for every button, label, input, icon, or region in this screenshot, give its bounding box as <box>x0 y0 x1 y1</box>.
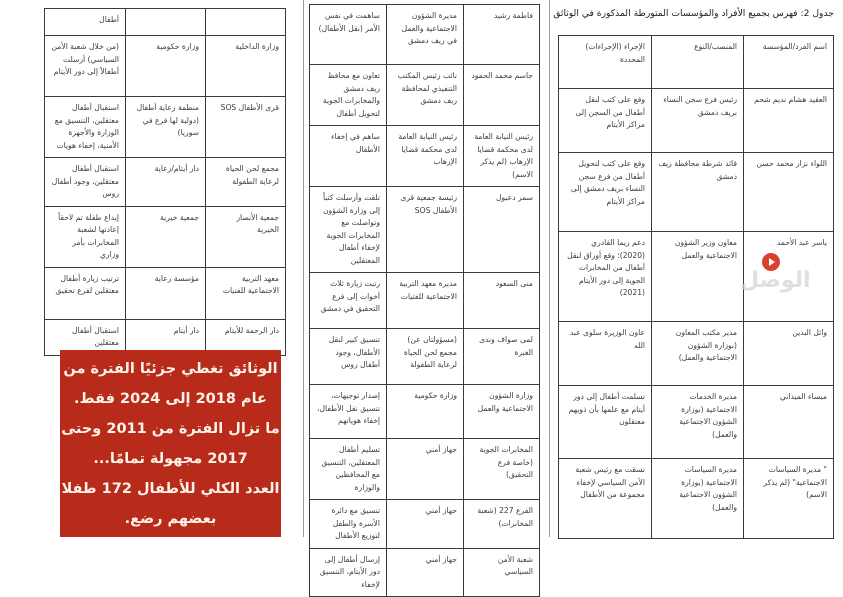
middle-page <box>303 0 547 589</box>
table-row <box>310 500 540 549</box>
table-cell: معهد التربية الاجتماعية للفتيات <box>206 267 286 319</box>
table-cell: وقع على كتب لنقل أطفال من السجن إلى مراكز الأيتام <box>559 89 652 153</box>
table-cell: اللواء نزار محمد حسن <box>744 153 834 232</box>
table-cell: مديرة الشؤون الاجتماعية والعمل في ريف دمشق <box>387 5 464 65</box>
table-cell: تلقت وأرسلت كتباً إلى وزارة الشؤون وتواصلت مع المخابرات الجوية لإخفاء أطفال المعتقلين <box>310 187 387 273</box>
table-cell: (من خلال شعبة الأمن السياسي) أرسلت أطفالاً إلى دور الأيتام <box>45 36 126 97</box>
table-row <box>559 386 834 459</box>
table-cell: وقع على كتب لتحويل أطفال من فرع سجن النساء بريف دمشق إلى مراكز الأيتام <box>559 153 652 232</box>
table-cell: لمى صواف وندى الغبرة <box>464 329 540 385</box>
table-cell: مديرة معهد التربية الاجتماعية للفتيات <box>387 273 464 329</box>
table-cell: نائب رئيس المكتب التنفيذي لمحافظة ريف دمشق <box>387 65 464 126</box>
table-cell: " مديرة السياسات الاجتماعية" (لم يذكر الاسم) <box>744 459 834 539</box>
table-row <box>45 158 286 207</box>
table-cell: رئيس النيابة العامة لدى محكمة قضايا الإرهاب (لم يذكر الاسم) <box>464 126 540 187</box>
left-page <box>0 0 300 537</box>
table-cell: دار أيتام/رعاية <box>126 158 206 207</box>
table-row <box>310 126 540 187</box>
table-cell: استقبال أطفال معتقلين، وجود أطفال روس <box>45 158 126 207</box>
table-cell: عاون الوزيرة سلوى عبد الله <box>559 322 652 386</box>
table-cell: وزارة حكومية <box>126 36 206 97</box>
table-cell: ميساء الميداني <box>744 386 834 459</box>
table-cell: مؤسسة رعاية <box>126 267 206 319</box>
callout-line: عام 2018 إلى 2024 فقط. <box>74 391 267 407</box>
table-cell: المخابرات الجوية (خاصة فرع التحقيق) <box>464 439 540 500</box>
table-row <box>559 89 834 153</box>
table-cell: مديرة السياسات الاجتماعية (بوزارة الشؤون الاجتماعية والعمل) <box>652 459 744 539</box>
table-row <box>559 153 834 232</box>
table-cell: تنسيق مع دائرة الأسرة والطفل لتوزيع الأطفال <box>310 500 387 549</box>
table-row <box>559 459 834 539</box>
table-cell: تسلمت أطفال إلى دور أيتام مع علمها بأن ذويهم معتقلون <box>559 386 652 459</box>
callout-line: 2017 مجهولة تمامًا... <box>93 451 248 467</box>
table-cell: قرى الأطفال SOS <box>206 97 286 158</box>
table-row <box>310 5 540 65</box>
table-cell: ياسر عبد الأحمد <box>744 232 834 322</box>
table-cell: وائل البدين <box>744 322 834 386</box>
table-cell: رئيس النيابة العامة لدى محكمة قضايا الإرهاب <box>387 126 464 187</box>
table-cell: وزارة حكومية <box>387 385 464 439</box>
table-cell: استقبال أطفال معتقلين، التنسيق مع الوزارة والأجهزة الأمنية، إخفاء هويات <box>45 97 126 158</box>
table-cell: نسقت مع رئيس شعبة الأمن السياسي لإخفاء مجموعة من الأطفال <box>559 459 652 539</box>
table-cell: استقبال أطفال معتقلين <box>45 319 126 355</box>
table-cell: تسليم أطفال المعتقلين، التنسيق مع المحافظين والوزارة <box>310 439 387 500</box>
table-cell: رئيسة جمعية قرى الأطفال SOS <box>387 187 464 273</box>
table-cell: جاسم محمد الحمود <box>464 65 540 126</box>
table-cell: جهاز أمني <box>387 500 464 549</box>
table-row <box>559 322 834 386</box>
table-row <box>45 267 286 319</box>
table-cell: منى السعود <box>464 273 540 329</box>
table-row <box>310 65 540 126</box>
table-cell: معاون وزير الشؤون الاجتماعية والعمل <box>652 232 744 322</box>
callout-line: بعضهم رضع. <box>124 511 217 527</box>
table-cell: ساهم في إخفاء الأطفال <box>310 126 387 187</box>
table-cell: دار أيتام <box>126 319 206 355</box>
middle-table <box>309 4 540 597</box>
table-header-row <box>559 36 834 89</box>
table-cell: مدير مكتب المعاون (بوزارة الشؤون الاجتماعية والعمل) <box>652 322 744 386</box>
table-row <box>45 206 286 267</box>
table-cell: فاطمة رشيد <box>464 5 540 65</box>
table-row <box>310 187 540 273</box>
table-cell: جمعية الأنصار الخيرية <box>206 206 286 267</box>
table-cell: إيداع طفلة تم لاحقاً إعادتها لشعبة المخابرات بأمر وزاري <box>45 206 126 267</box>
table-cell: جهاز أمني <box>387 548 464 597</box>
table-cell: رئيس فرع سجن النساء بريف دمشق <box>652 89 744 153</box>
table-title: جدول 2: فهرس بجميع الأفراد والمؤسسات المتورطة المذكورة في الوثائق <box>553 8 834 19</box>
table-cell: مجمع لحن الحياة لرعاية الطفولة <box>206 158 286 207</box>
table-cell: جمعية خيرية <box>126 206 206 267</box>
table-cell: دار الرحمة للأيتام <box>206 319 286 355</box>
callout-line: ما تزال الفترة من 2011 وحتى <box>61 421 280 437</box>
table-row <box>310 439 540 500</box>
table-cell: رتبت زيارة ثلاث أخوات إلى فرع التحقيق في دمشق <box>310 273 387 329</box>
table-cell: تنسيق كبير لنقل الأطفال، وجود أطفال روس <box>310 329 387 385</box>
table-cell: (مسؤولتان عن) مجمع لحن الحياة لرعاية الطفولة <box>387 329 464 385</box>
left-table <box>44 8 286 356</box>
table-cell: ساهمت في نفس الأمر (نقل الأطفال) <box>310 5 387 65</box>
table-row <box>310 385 540 439</box>
callout-line: العدد الكلي للأطفال 172 طفلا <box>61 481 280 497</box>
column-header: المنصب/النوع <box>652 36 744 89</box>
table-cell: إرسال أطفال إلى دور الأيتام، التنسيق لإخفاء <box>310 548 387 597</box>
table-row <box>45 36 286 97</box>
table-cell: منظمة رعاية أطفال (دولية لها فرع في سوريا) <box>126 97 206 158</box>
column-header: اسم الفرد/المؤسسة <box>744 36 834 89</box>
table-row <box>310 273 540 329</box>
table-row <box>45 9 286 36</box>
table-cell: مديرة الخدمات الاجتماعية (بوزارة الشؤون الاجتماعية والعمل) <box>652 386 744 459</box>
table-cell: جهاز أمني <box>387 439 464 500</box>
table-cell: ترتيب زيارة أطفال معتقلين لفرع تحقيق <box>45 267 126 319</box>
table-cell: وزارة الشؤون الاجتماعية والعمل <box>464 385 540 439</box>
watermark-logo: الوصل <box>740 268 811 293</box>
table-cell: تعاون مع محافظ ريف دمشق والمخابرات الجوية لتحويل أطفال <box>310 65 387 126</box>
table-row <box>45 97 286 158</box>
callout-line: الوثائق تغطي جزئيًا الفترة من <box>63 361 278 377</box>
table-cell: قائد شرطة محافظة ريف دمشق <box>652 153 744 232</box>
table-cell: أطفال <box>45 9 126 36</box>
column-header: الإجراء (الإجراءات) المحددة <box>559 36 652 89</box>
table-cell: إصدار توجيهات، تنسيق نقل الأطفال، إخفاء هوياتهم <box>310 385 387 439</box>
callout-box <box>60 350 281 537</box>
right-page <box>549 0 843 537</box>
table-cell: شعبة الأمن السياسي <box>464 548 540 597</box>
table-cell: الفرع 227 (شعبة المخابرات) <box>464 500 540 549</box>
table-cell: وزارة الداخلية <box>206 36 286 97</box>
table-cell <box>126 9 206 36</box>
table-cell: دعم ريما القادري (2020)؛ وقع أوراق لنقل أطفال من المخابرات الجوية إلى دور الأيتام (2021) <box>559 232 652 322</box>
table-cell: العقيد هشام نديم شحم <box>744 89 834 153</box>
table-row <box>310 548 540 597</box>
table-cell <box>206 9 286 36</box>
table-cell: سمر دعبول <box>464 187 540 273</box>
table-row <box>310 329 540 385</box>
